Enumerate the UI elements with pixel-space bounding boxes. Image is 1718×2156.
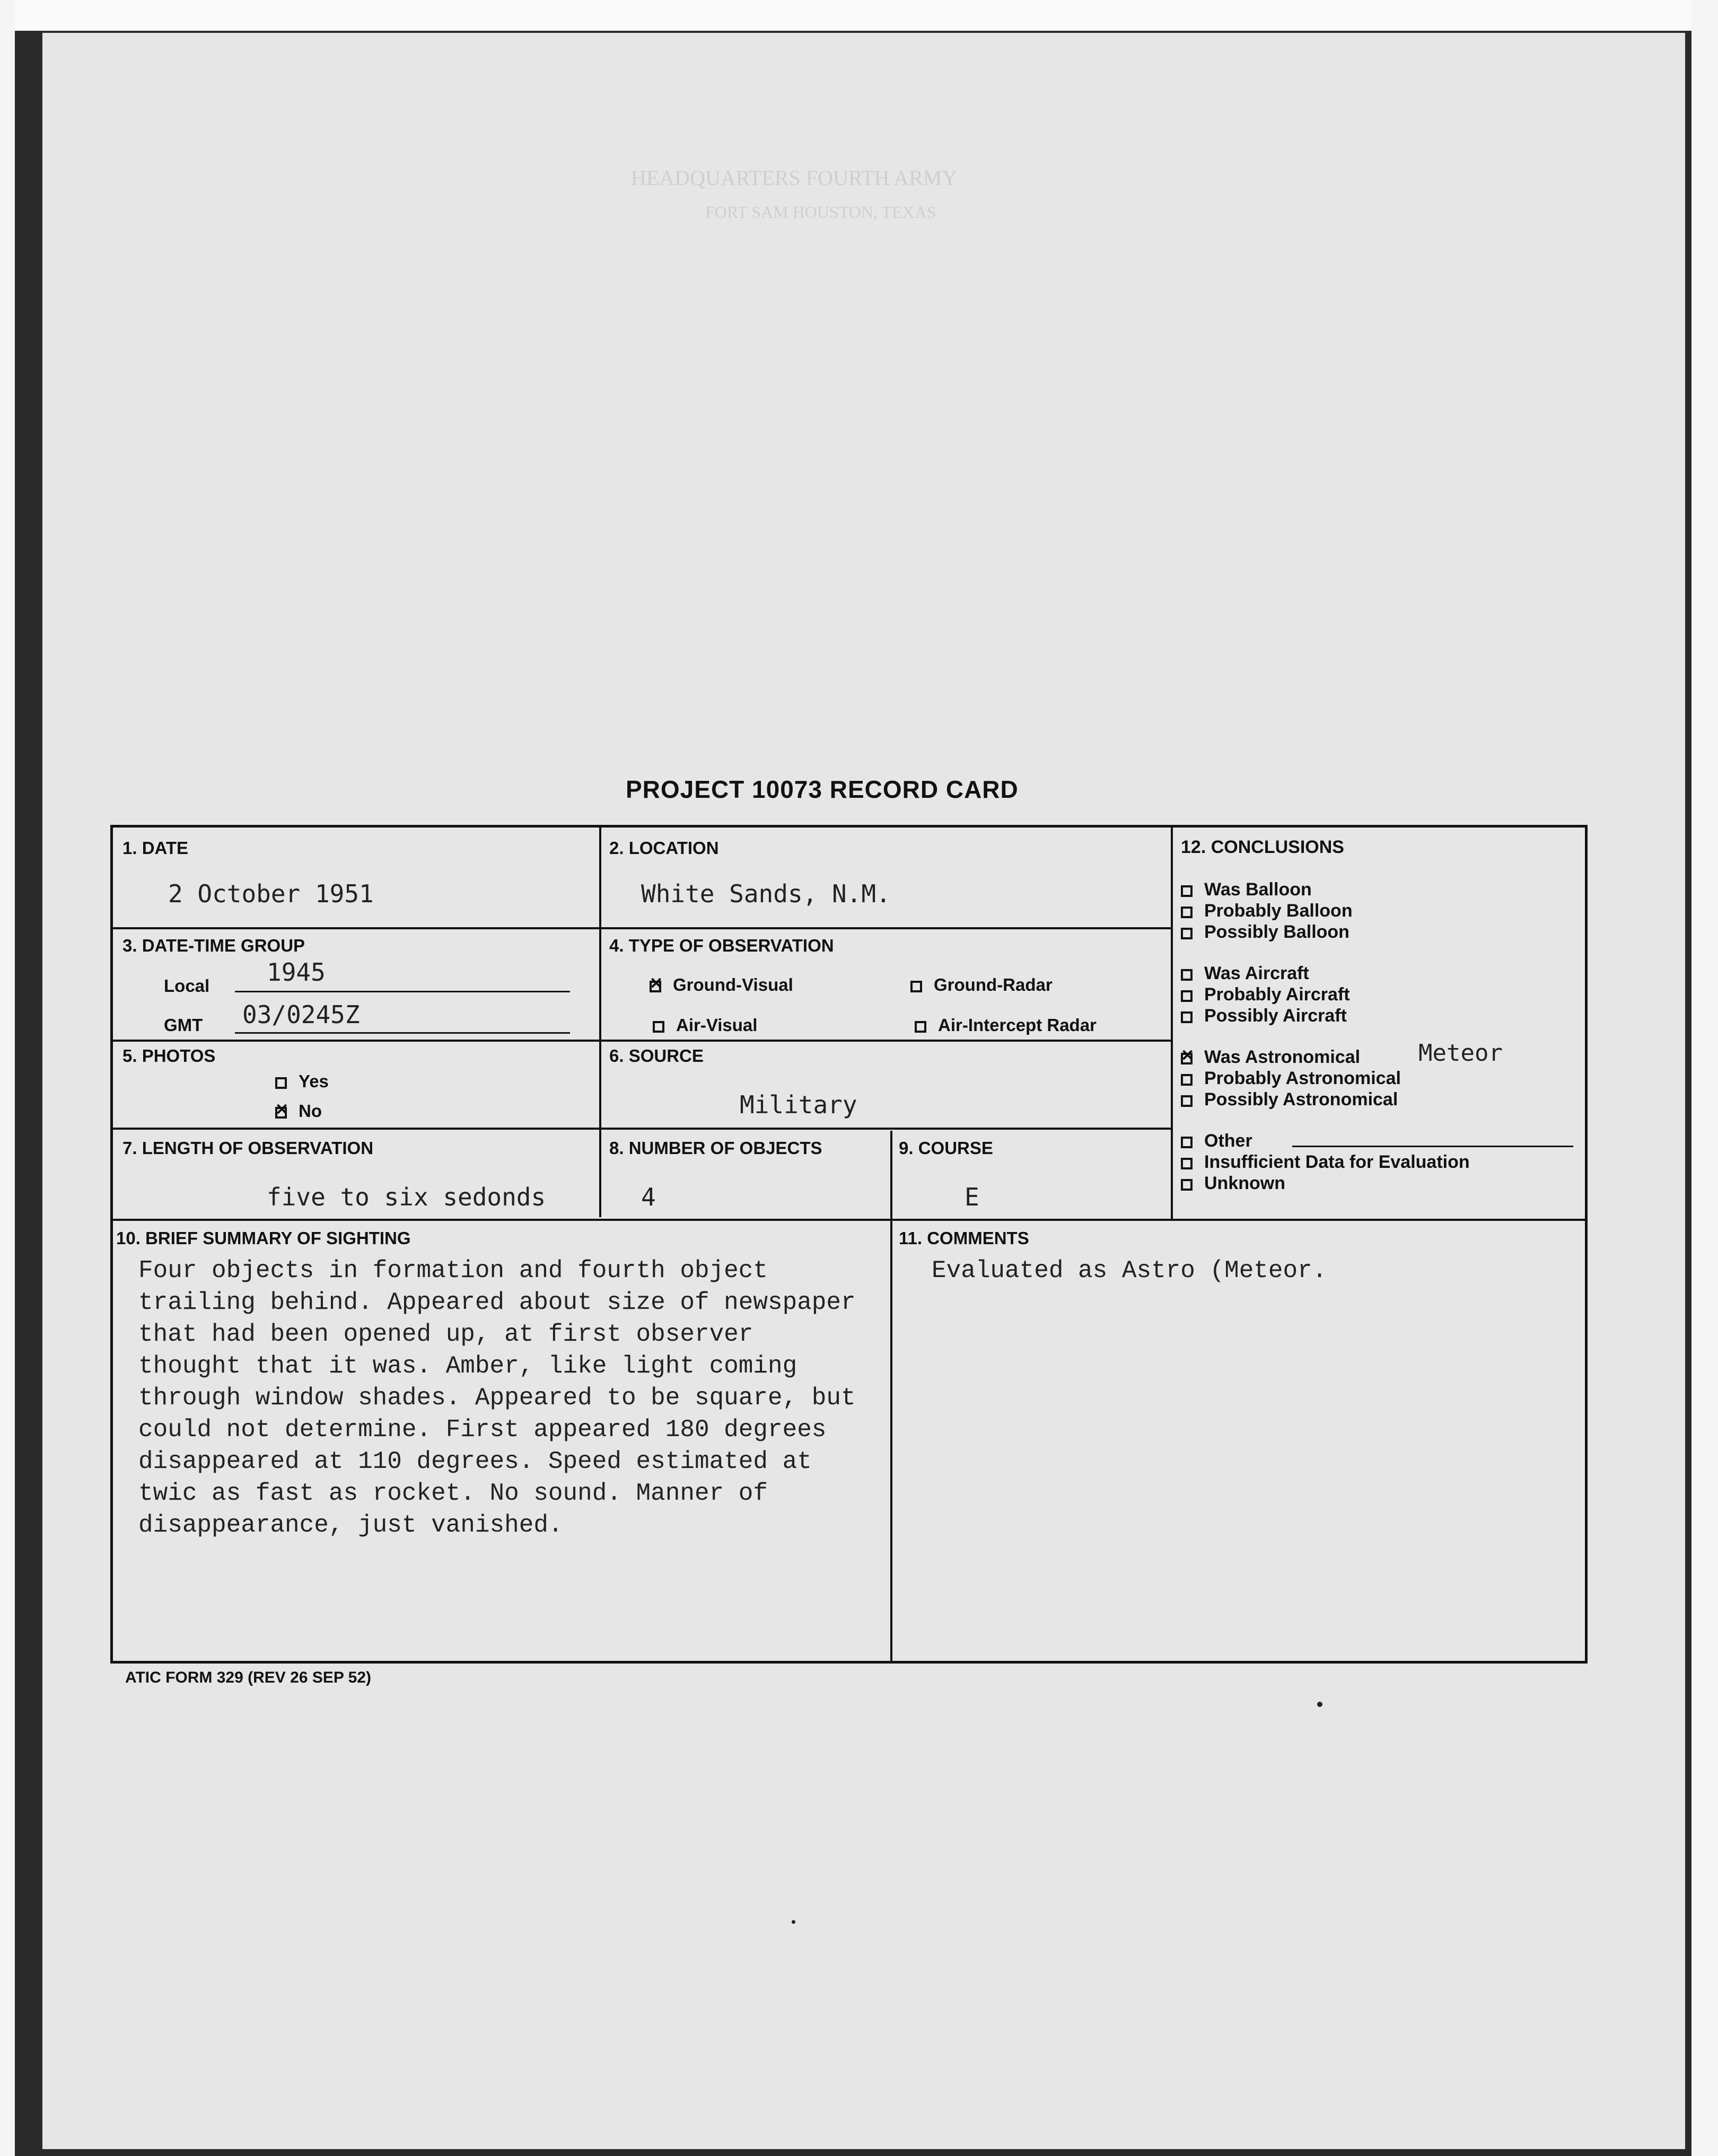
astronomical-note: Meteor <box>1418 1040 1503 1067</box>
conclusion-item: Possibly Balloon <box>1181 922 1349 943</box>
summary-line: thought that it was. Amber, like light coming <box>138 1352 797 1380</box>
checkbox-icon <box>1181 1158 1193 1169</box>
conclusion-item: Probably Balloon <box>1181 901 1353 921</box>
summary-line: that had been opened up, at first observer <box>138 1321 753 1348</box>
record-card <box>110 825 1588 1664</box>
checkbox-checked-icon <box>650 981 661 992</box>
air-intercept-radar-option: Air-Intercept Radar <box>915 1015 1097 1035</box>
checkbox-icon <box>1181 1074 1193 1086</box>
conclusion-item: Insufficient Data for Evaluation <box>1181 1152 1470 1173</box>
conclusion-item: Unknown <box>1181 1173 1285 1194</box>
number-of-objects-label: 8. NUMBER OF OBJECTS <box>609 1138 822 1158</box>
checkbox-icon <box>1181 928 1193 939</box>
checkbox-icon <box>1181 1011 1193 1023</box>
conclusion-item-checked: ✕Was Astronomical <box>1181 1047 1360 1068</box>
date-time-group-label: 3. DATE-TIME GROUP <box>122 936 305 955</box>
gmt-underline <box>235 1032 570 1034</box>
conclusion-item: Possibly Astronomical <box>1181 1089 1398 1110</box>
summary-line: Four objects in formation and fourth object <box>138 1257 768 1284</box>
conclusions-label: 12. CONCLUSIONS <box>1181 837 1344 857</box>
course-value: E <box>965 1183 979 1211</box>
conclusion-item: Was Balloon <box>1181 879 1312 900</box>
checkbox-icon <box>1181 969 1193 981</box>
ground-radar-option: Ground-Radar <box>910 975 1053 995</box>
other-underline <box>1292 1146 1573 1147</box>
checkbox-icon <box>1181 1095 1193 1107</box>
local-label: Local <box>164 976 210 996</box>
date-label: 1. DATE <box>122 838 189 858</box>
checkbox-checked-icon <box>1181 1053 1193 1064</box>
comments-value: Evaluated as Astro (Meteor. <box>932 1257 1327 1284</box>
divider <box>113 1219 1585 1221</box>
photos-yes-option: Yes <box>275 1071 329 1092</box>
checkbox-icon <box>915 1021 926 1033</box>
checkbox-icon <box>1181 1137 1193 1148</box>
length-of-observation-label: 7. LENGTH OF OBSERVATION <box>122 1138 374 1158</box>
summary-line: twic as fast as rocket. No sound. Manner of <box>138 1480 768 1507</box>
source-value: Military <box>740 1090 857 1119</box>
summary-line: through window shades. Appeared to be square, but <box>138 1384 856 1412</box>
checkbox-icon <box>1181 990 1193 1002</box>
summary-line: trailing behind. Appeared about size of newspaper <box>138 1289 856 1316</box>
local-underline <box>235 991 570 992</box>
type-of-observation-label: 4. TYPE OF OBSERVATION <box>609 936 834 955</box>
divider <box>113 1128 1171 1130</box>
scan-border-right <box>1691 0 1718 2156</box>
checkbox-icon <box>1181 907 1193 918</box>
conclusion-item: Was Aircraft <box>1181 963 1309 984</box>
checkbox-icon <box>1181 1179 1193 1191</box>
bleed-through-heading: HEADQUARTERS FOURTH ARMY <box>631 166 958 190</box>
divider <box>113 1040 1171 1042</box>
gmt-time-value: 03/0245Z <box>242 1000 360 1029</box>
date-value: 2 October 1951 <box>168 879 374 908</box>
local-time-value: 1945 <box>267 958 326 987</box>
divider <box>1171 828 1173 1220</box>
divider <box>890 1131 892 1661</box>
checkbox-icon <box>1181 885 1193 897</box>
divider <box>599 828 601 1217</box>
checkbox-checked-icon <box>275 1107 287 1119</box>
form-id: ATIC FORM 329 (REV 26 SEP 52) <box>125 1669 372 1686</box>
number-of-objects-value: 4 <box>641 1183 656 1211</box>
photos-no-option: ✕No <box>275 1101 322 1121</box>
photos-label: 5. PHOTOS <box>122 1046 216 1066</box>
source-label: 6. SOURCE <box>609 1046 704 1066</box>
location-label: 2. LOCATION <box>609 838 719 858</box>
ground-visual-option: ✕Ground-Visual <box>650 975 793 995</box>
card-title: PROJECT 10073 RECORD CARD <box>626 776 1019 803</box>
bleed-through-subheading: FORT SAM HOUSTON, TEXAS <box>705 203 936 222</box>
conclusion-item: Probably Aircraft <box>1181 984 1350 1005</box>
conclusion-item: Other <box>1181 1131 1252 1151</box>
conclusion-item: Possibly Aircraft <box>1181 1006 1347 1026</box>
comments-label: 11. COMMENTS <box>899 1228 1029 1248</box>
summary-line: disappeared at 110 degrees. Speed estimated at <box>138 1448 812 1475</box>
divider <box>113 927 1171 929</box>
speck <box>792 1920 795 1924</box>
length-of-observation-value: five to six sedonds <box>267 1183 546 1211</box>
checkbox-icon <box>910 981 922 992</box>
course-label: 9. COURSE <box>899 1138 993 1158</box>
gmt-label: GMT <box>164 1015 203 1035</box>
scan-border-top <box>0 0 1718 31</box>
checkbox-icon <box>275 1077 287 1089</box>
checkbox-icon <box>653 1021 664 1033</box>
air-visual-option: Air-Visual <box>653 1015 757 1035</box>
speck <box>1317 1702 1322 1707</box>
scan-border-left <box>0 0 15 2156</box>
location-value: White Sands, N.M. <box>641 879 891 908</box>
conclusion-item: Probably Astronomical <box>1181 1068 1401 1089</box>
summary-label: 10. BRIEF SUMMARY OF SIGHTING <box>116 1228 411 1248</box>
summary-line: could not determine. First appeared 180 degrees <box>138 1416 827 1444</box>
summary-line: disappearance, just vanished. <box>138 1511 563 1539</box>
